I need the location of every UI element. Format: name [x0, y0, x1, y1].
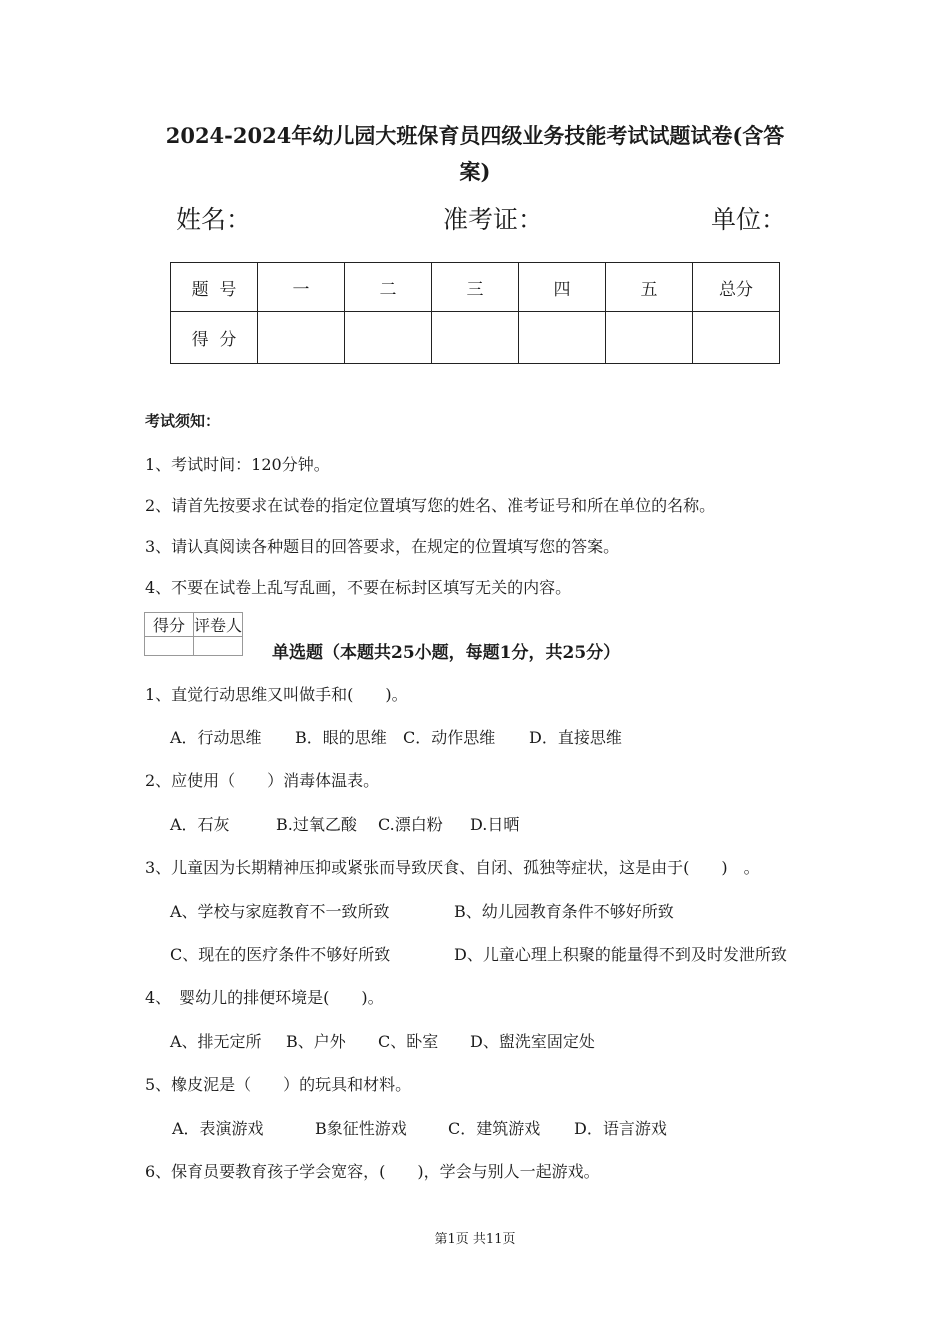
question-1-option-a[interactable]: A．行动思维 [170, 728, 262, 747]
column-2: 二 [345, 263, 432, 312]
question-4-option-d[interactable]: D、盥洗室固定处 [470, 1032, 595, 1051]
question-1-option-d[interactable]: D．直接思维 [529, 728, 622, 747]
question-1-stem: 1、直觉行动思维又叫做手和( )。 [145, 685, 408, 704]
score-cell-5[interactable] [606, 312, 693, 364]
column-1: 一 [258, 263, 345, 312]
column-3: 三 [432, 263, 519, 312]
score-label: 得 分 [171, 312, 258, 364]
notice-heading: 考试须知： [145, 412, 221, 430]
grader-score-label: 得分 [145, 613, 194, 637]
question-3-stem: 3、儿童因为长期精神压抑或紧张而导致厌食、自闭、孤独等症状，这是由于( ) 。 [145, 858, 760, 877]
score-table-score-row [171, 312, 780, 364]
question-2-option-d[interactable]: D.日晒 [470, 815, 520, 834]
question-5-option-b[interactable]: B象征性游戏 [315, 1119, 407, 1138]
question-3-option-c[interactable]: C、现在的医疗条件不够好所致 [170, 945, 391, 964]
score-cell-3[interactable] [432, 312, 519, 364]
question-3-option-a[interactable]: A、学校与家庭教育不一致所致 [170, 902, 390, 921]
notice-item-3: 3、请认真阅读各种题目的回答要求，在规定的位置填写您的答案。 [145, 537, 620, 556]
title-line-2: 案) [459, 159, 491, 184]
question-3-option-d[interactable]: D、儿童心理上积聚的能量得不到及时发泄所致 [454, 945, 787, 964]
grader-box [144, 612, 243, 656]
question-4-option-a[interactable]: A、排无定所 [170, 1032, 262, 1051]
question-6-stem: 6、保育员要教育孩子学会宽容，( )，学会与别人一起游戏。 [145, 1162, 600, 1181]
score-cell-1[interactable] [258, 312, 345, 364]
notice-item-1: 1、考试时间：120分钟。 [145, 455, 330, 474]
column-5: 五 [606, 263, 693, 312]
question-1-option-c[interactable]: C．动作思维 [403, 728, 496, 747]
grader-name-label: 评卷人 [194, 613, 243, 637]
notice-item-4: 4、不要在试卷上乱写乱画，不要在标封区填写无关的内容。 [145, 578, 572, 597]
score-cell-total[interactable] [693, 312, 780, 364]
question-5-option-d[interactable]: D．语言游戏 [574, 1119, 667, 1138]
notice-item-2: 2、请首先按要求在试卷的指定位置填写您的姓名、准考证号和所在单位的名称。 [145, 496, 716, 515]
score-table-header-row [171, 263, 780, 312]
question-2-stem: 2、应使用（ ）消毒体温表。 [145, 771, 380, 790]
score-cell-4[interactable] [519, 312, 606, 364]
score-cell-2[interactable] [345, 312, 432, 364]
question-2-option-c[interactable]: C.漂白粉 [378, 815, 443, 834]
question-number-label: 题 号 [171, 263, 258, 312]
question-5-option-a[interactable]: A．表演游戏 [172, 1119, 264, 1138]
question-2-option-a[interactable]: A．石灰 [170, 815, 230, 834]
column-4: 四 [519, 263, 606, 312]
question-5-stem: 5、橡皮泥是（ ）的玩具和材料。 [145, 1075, 412, 1094]
score-table [170, 262, 780, 364]
question-3-option-b[interactable]: B、幼儿园教育条件不够好所致 [454, 902, 674, 921]
section-title: 单选题（本题共25小题，每题1分，共25分） [272, 643, 621, 663]
question-1-option-b[interactable]: B．眼的思维 [295, 728, 387, 747]
page-footer: 第1页 共11页 [434, 1232, 516, 1247]
column-total: 总分 [693, 263, 780, 312]
question-2-option-b[interactable]: B.过氧乙酸 [276, 815, 357, 834]
question-5-option-c[interactable]: C．建筑游戏 [448, 1119, 541, 1138]
grader-name-cell[interactable] [194, 637, 243, 656]
question-4-option-c[interactable]: C、卧室 [378, 1032, 439, 1051]
document-title [120, 118, 830, 190]
title-line-1: 2024-2024年幼儿园大班保育员四级业务技能考试试题试卷(含答 [165, 123, 785, 148]
grader-score-cell[interactable] [145, 637, 194, 656]
question-4-stem: 4、 婴幼儿的排便环境是( )。 [145, 988, 384, 1007]
name-field-label: 姓名： [176, 205, 252, 234]
unit-field-label: 单位： [711, 205, 787, 234]
question-4-option-b[interactable]: B、户外 [286, 1032, 346, 1051]
exam-id-field-label: 准考证： [443, 205, 544, 234]
